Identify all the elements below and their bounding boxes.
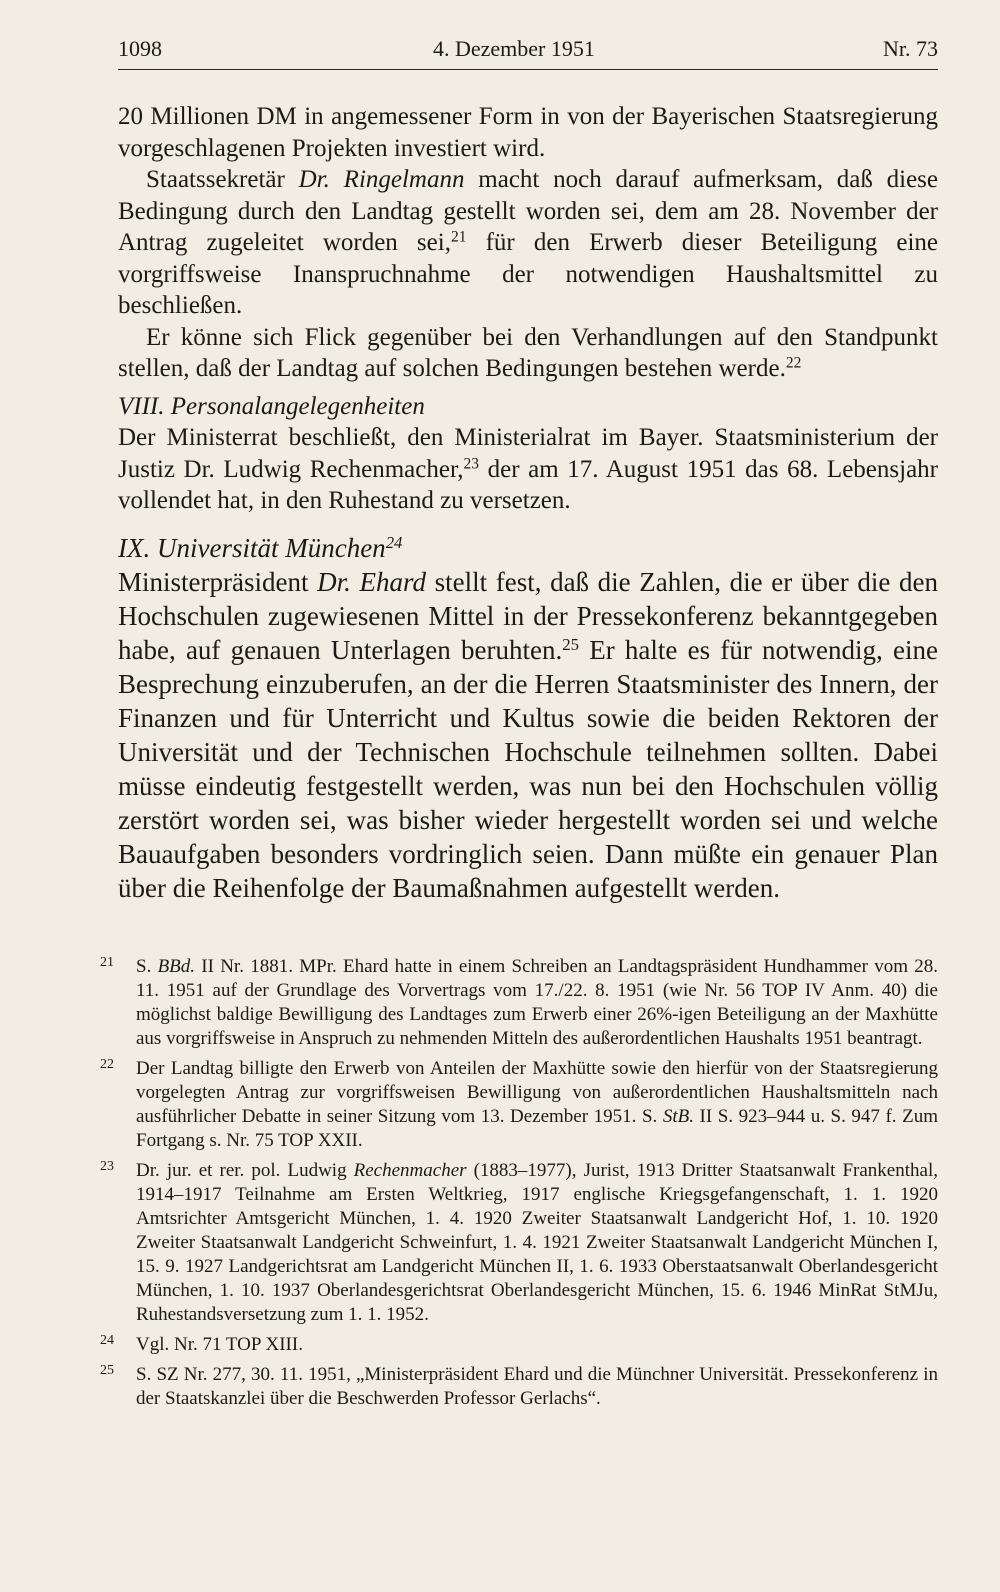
issue-number: Nr. 73 — [883, 36, 938, 61]
main-text — [118, 101, 938, 905]
text-run-italic: StB. — [662, 1106, 694, 1127]
running-header — [118, 36, 938, 70]
header-date: 4. Dezember 1951 — [433, 36, 595, 61]
footnote-24 — [100, 1333, 938, 1357]
text-run-italic: Rechenmacher — [353, 1160, 467, 1181]
text-run: Er halte es für notwendig, eine Besprechung einzuberufen, an der die Herren Staatsminister des Innern, der Finanzen und für Unterricht und Kultus sowie die beiden Rektoren der Universität und der Technischen Hochschule teilnehmen sollten. Dabei müsse eindeutig festgestellt werden, was nun bei den Hochschulen völlig zerstört worden sei, was bisher wieder hergestellt worden sei und welche Bauaufgaben besonders vordringlich seien. Dann müßte ein genauer Plan über die Reihenfolge der Baumaßnahmen aufgestellt werden. — [118, 634, 938, 903]
footnote-ref-24[interactable]: 24 — [385, 532, 403, 552]
footnote-ref-25[interactable]: 25 — [562, 634, 579, 654]
text-run: der am 17. August 1951 das 68. Lebensjahr vollendet hat, in den Ruhestand zu versetzen. — [118, 455, 938, 514]
text-run: Ministerpräsident — [118, 566, 318, 597]
footnote-21 — [100, 955, 938, 1051]
text-run: Er könne sich Flick gegenüber bei den Verhandlungen auf den Standpunkt stellen, daß der Landtag auf solchen Bedingungen bestehen werde. — [118, 323, 938, 382]
text-run: Staatssekretär — [146, 166, 299, 193]
header-rule — [118, 69, 938, 70]
text-run: S. SZ Nr. 277, 30. 11. 1951, „Ministerpräsident Ehard und die Münchner Universität. Pressekonferenz in der Staatskanzlei über die Beschwerden Professor Gerlachs“. — [136, 1364, 938, 1409]
text-run: Der Ministerrat beschließt, den Ministerialrat im Bayer. Staatsministerium der Justiz Dr. Ludwig Rechenmacher, — [118, 424, 938, 483]
text-run: macht noch darauf aufmerksam, daß diese Bedingung durch den Landtag gestellt worden sei, dem am 28. November der Antrag zugeleitet worden sei, — [118, 166, 939, 256]
page-number: 1098 — [118, 36, 162, 61]
footnote-22 — [100, 1057, 938, 1153]
text-run: II Nr. 1881. MPr. Ehard hatte in einem Schreiben an Landtagspräsident Hundhammer vom 28. 11. 1951 auf der Grundlage des Vorvertrags vom 17./22. 8. 1951 (wie Nr. 56 TOP IV Anm. 40) die möglichst baldige Bewilligung des Landtages zum Erwerb einer 26%-igen Beteiligung an der Maxhütte aus vorgriffsweise in Anspruch zu nehmenden Mitteln des außerordentlichen Haushalts 1951 beantragt. — [136, 956, 938, 1049]
text-run: II S. 923–944 u. S. 947 f. Zum Fortgang s. Nr. 75 TOP XXII. — [136, 1106, 938, 1151]
text-run: Der Landtag billigte den Erwerb von Anteilen der Maxhütte sowie den hierfür von der Staatsregierung vorgelegten Antrag zur vorgriffsweisen Bewilligung von außerordentlichen Haushaltsmitteln nach ausführlicher Debatte in seiner Sitzung vom 13. Dezember 1951. S. — [136, 1058, 938, 1127]
footnote-ref-23[interactable]: 23 — [463, 454, 480, 472]
footnote-ref-22[interactable]: 22 — [785, 354, 802, 372]
text-run-italic: BBd. — [157, 956, 196, 977]
text-run: Dr. jur. et rer. pol. Ludwig — [136, 1160, 354, 1181]
footnote-number: 23 — [100, 1159, 114, 1174]
heading-text: IX. Universität München — [118, 532, 386, 563]
paragraph-flick — [118, 322, 938, 385]
speaker-name: Dr. Ringelmann — [298, 166, 465, 193]
footnote-25 — [100, 1363, 938, 1411]
text-run: (1883–1977), Jurist, 1913 Dritter Staatsanwalt Frankenthal, 1914–1917 Teilnahme am Ersten Weltkrieg, 1917 englische Kriegsgefangenschaft, 1. 1. 1920 Amtsrichter Amtsgericht München, 1. 4. 1920 Zweiter Staatsanwalt Landgericht Hof, 1. 10. 1920 Zweiter Staatsanwalt Landgericht Schweinfurt, 1. 4. 1921 Zweiter Staatsanwalt Landgericht München I, 15. 9. 1927 Landgerichtsrat am Landgericht München II, 1. 6. 1933 Oberstaatsanwalt Oberlandesgericht München, 1. 10. 1937 Oberlandesgerichtsrat Oberlandesgericht München, 15. 6. 1946 MinRat StMJu, Ruhestandsversetzung zum 1. 1. 1952. — [136, 1160, 938, 1325]
text-run: S. — [136, 956, 158, 977]
section-heading-viii: VIII. Personalangelegenheiten — [118, 392, 425, 420]
footnote-number: 22 — [100, 1057, 114, 1072]
speaker-name: Dr. Ehard — [317, 566, 426, 597]
text-run: Vgl. Nr. 71 TOP XIII. — [136, 1334, 303, 1355]
footnote-number: 21 — [100, 955, 114, 970]
section-heading-ix — [118, 531, 938, 565]
text-run: stellt fest, daß die Zahlen, die er über die den Hochschulen zugewiesenen Mittel in der Pressekonferenz bekanntgegeben habe, auf genauen Unterlagen beruhten. — [118, 566, 938, 665]
paragraph-continuation: 20 Millionen DM in angemessener Form in von der Bayerischen Staatsregierung vorgeschlagenen Projekten investiert wird. — [118, 103, 938, 162]
paragraph-ringelmann — [118, 164, 938, 322]
footnote-number: 25 — [100, 1363, 114, 1378]
text-run: für den Erwerb dieser Beteiligung eine vorgriffsweise Inanspruchnahme der notwendigen Haushaltsmittel zu beschließen. — [118, 229, 938, 319]
footnotes — [100, 955, 938, 1417]
paragraph-personal — [118, 422, 938, 517]
paragraph-ehard — [118, 565, 938, 905]
footnote-ref-21[interactable]: 21 — [450, 228, 467, 246]
footnote-23 — [100, 1159, 938, 1327]
footnote-number: 24 — [100, 1333, 114, 1348]
